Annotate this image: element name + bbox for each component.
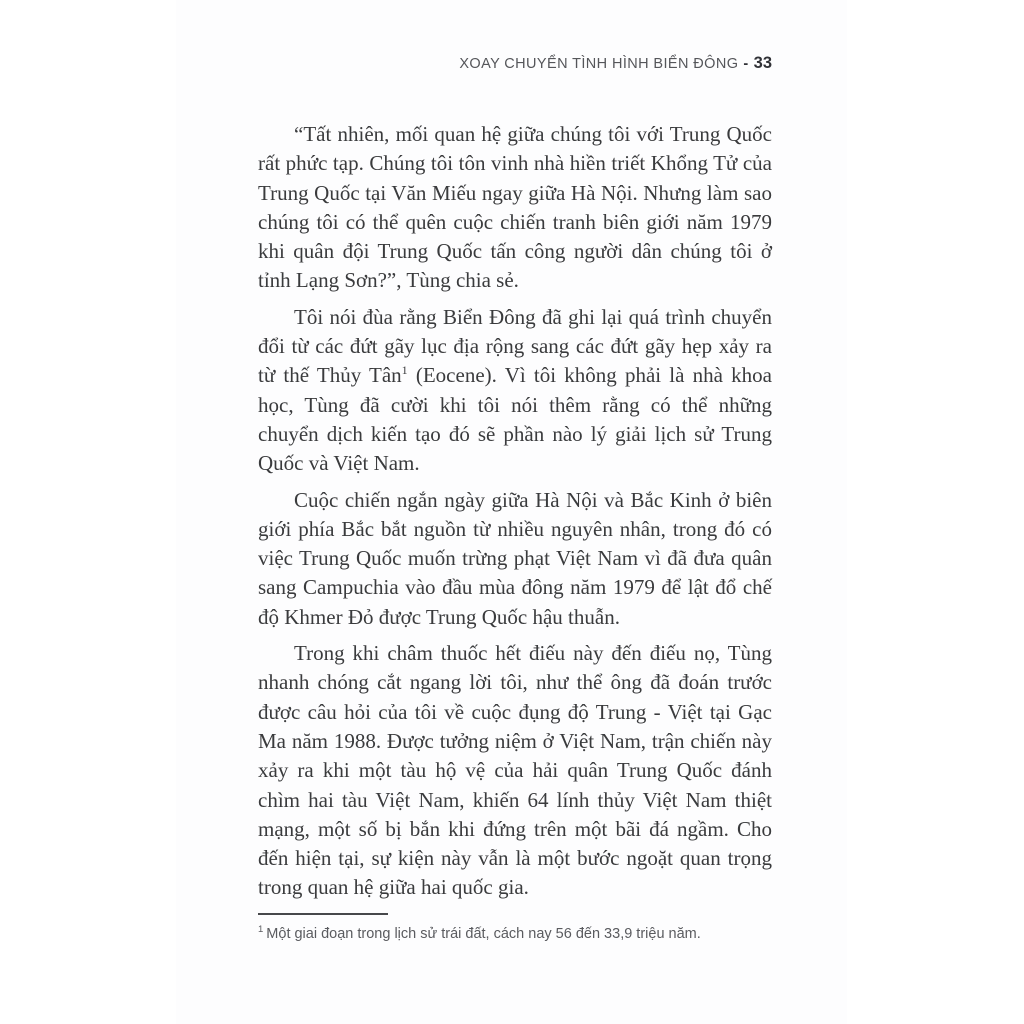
paragraph-geology	[258, 303, 772, 479]
footnote-text: Một giai đoạn trong lịch sử trái đất, cách nay 56 đến 33,9 triệu năm.	[266, 925, 701, 942]
paragraph-text: Cuộc chiến ngắn ngày giữa Hà Nội và Bắc Kinh ở biên giới phía Bắc bắt nguồn từ nhiều nguyên nhân, trong đó có việc Trung Quốc muốn trừng phạt Việt Nam vì đã đưa quân sang Campuchia vào đầu mùa đông năm 1979 để lật đổ chế độ Khmer Đỏ được Trung Quốc hậu thuẫn.	[258, 487, 772, 629]
running-header-separator: -	[743, 56, 749, 72]
paragraph-text: Tôi nói đùa rằng Biển Đông đã ghi lại quá trình chuyển đổi từ các đứt gãy lục địa rộng sang các đứt gãy hẹp xảy ra từ thế Thủy Tân	[258, 304, 772, 388]
paragraph-text: (Eocene). Vì tôi không phải là nhà khoa học, Tùng đã cười khi tôi nói thêm rằng có thể những chuyển dịch kiến tạo đó sẽ phần nào lý giải lịch sử Trung Quốc và Việt Nam.	[258, 363, 772, 476]
paragraph-text: Trong khi châm thuốc hết điếu này đến điếu nọ, Tùng nhanh chóng cắt ngang lời tôi, như thể ông đã đoán trước được câu hỏi của tôi về cuộc đụng độ Trung - Việt tại Gạc Ma năm 1988. Được tưởng niệm ở Việt Nam, trận chiến này xảy ra khi một tàu hộ vệ của hải quân Trung Quốc đánh chìm hai tàu Việt Nam, khiến 64 lính thủy Việt Nam thiệt mạng, một số bị bắn khi đứng trên một bãi đá ngầm. Cho đến hiện tại, sự kiện này vẫn là một bước ngoặt quan trọng trong quan hệ giữa hai quốc gia.	[258, 641, 772, 900]
running-header	[258, 0, 772, 73]
paragraph-gac-ma	[258, 639, 772, 903]
paragraph-border-war	[258, 486, 772, 632]
paragraph-text: “Tất nhiên, mối quan hệ giữa chúng tôi với Trung Quốc rất phức tạp. Chúng tôi tôn vinh nhà hiền triết Khổng Tử của Trung Quốc tại Văn Miếu ngay giữa Hà Nội. Nhưng làm sao chúng tôi có thể quên cuộc chiến tranh biên giới năm 1979 khi quân đội Trung Quốc tấn công người dân chúng tôi ở tỉnh Lạng Sơn?”, Tùng chia sẻ.	[258, 122, 772, 293]
footnote-section	[258, 913, 772, 944]
paragraph-quote	[258, 120, 772, 296]
body-text-block	[258, 120, 772, 903]
footnote-reference-marker: 1	[401, 363, 408, 378]
book-page-scan	[176, 0, 847, 1024]
page-number: 33	[753, 54, 772, 72]
footnote-marker: 1	[258, 923, 264, 935]
running-header-title: XOAY CHUYỂN TÌNH HÌNH BIỂN ĐÔNG	[459, 56, 739, 72]
footnote-divider	[258, 913, 388, 915]
footnote	[258, 924, 772, 944]
page-content	[258, 0, 772, 944]
